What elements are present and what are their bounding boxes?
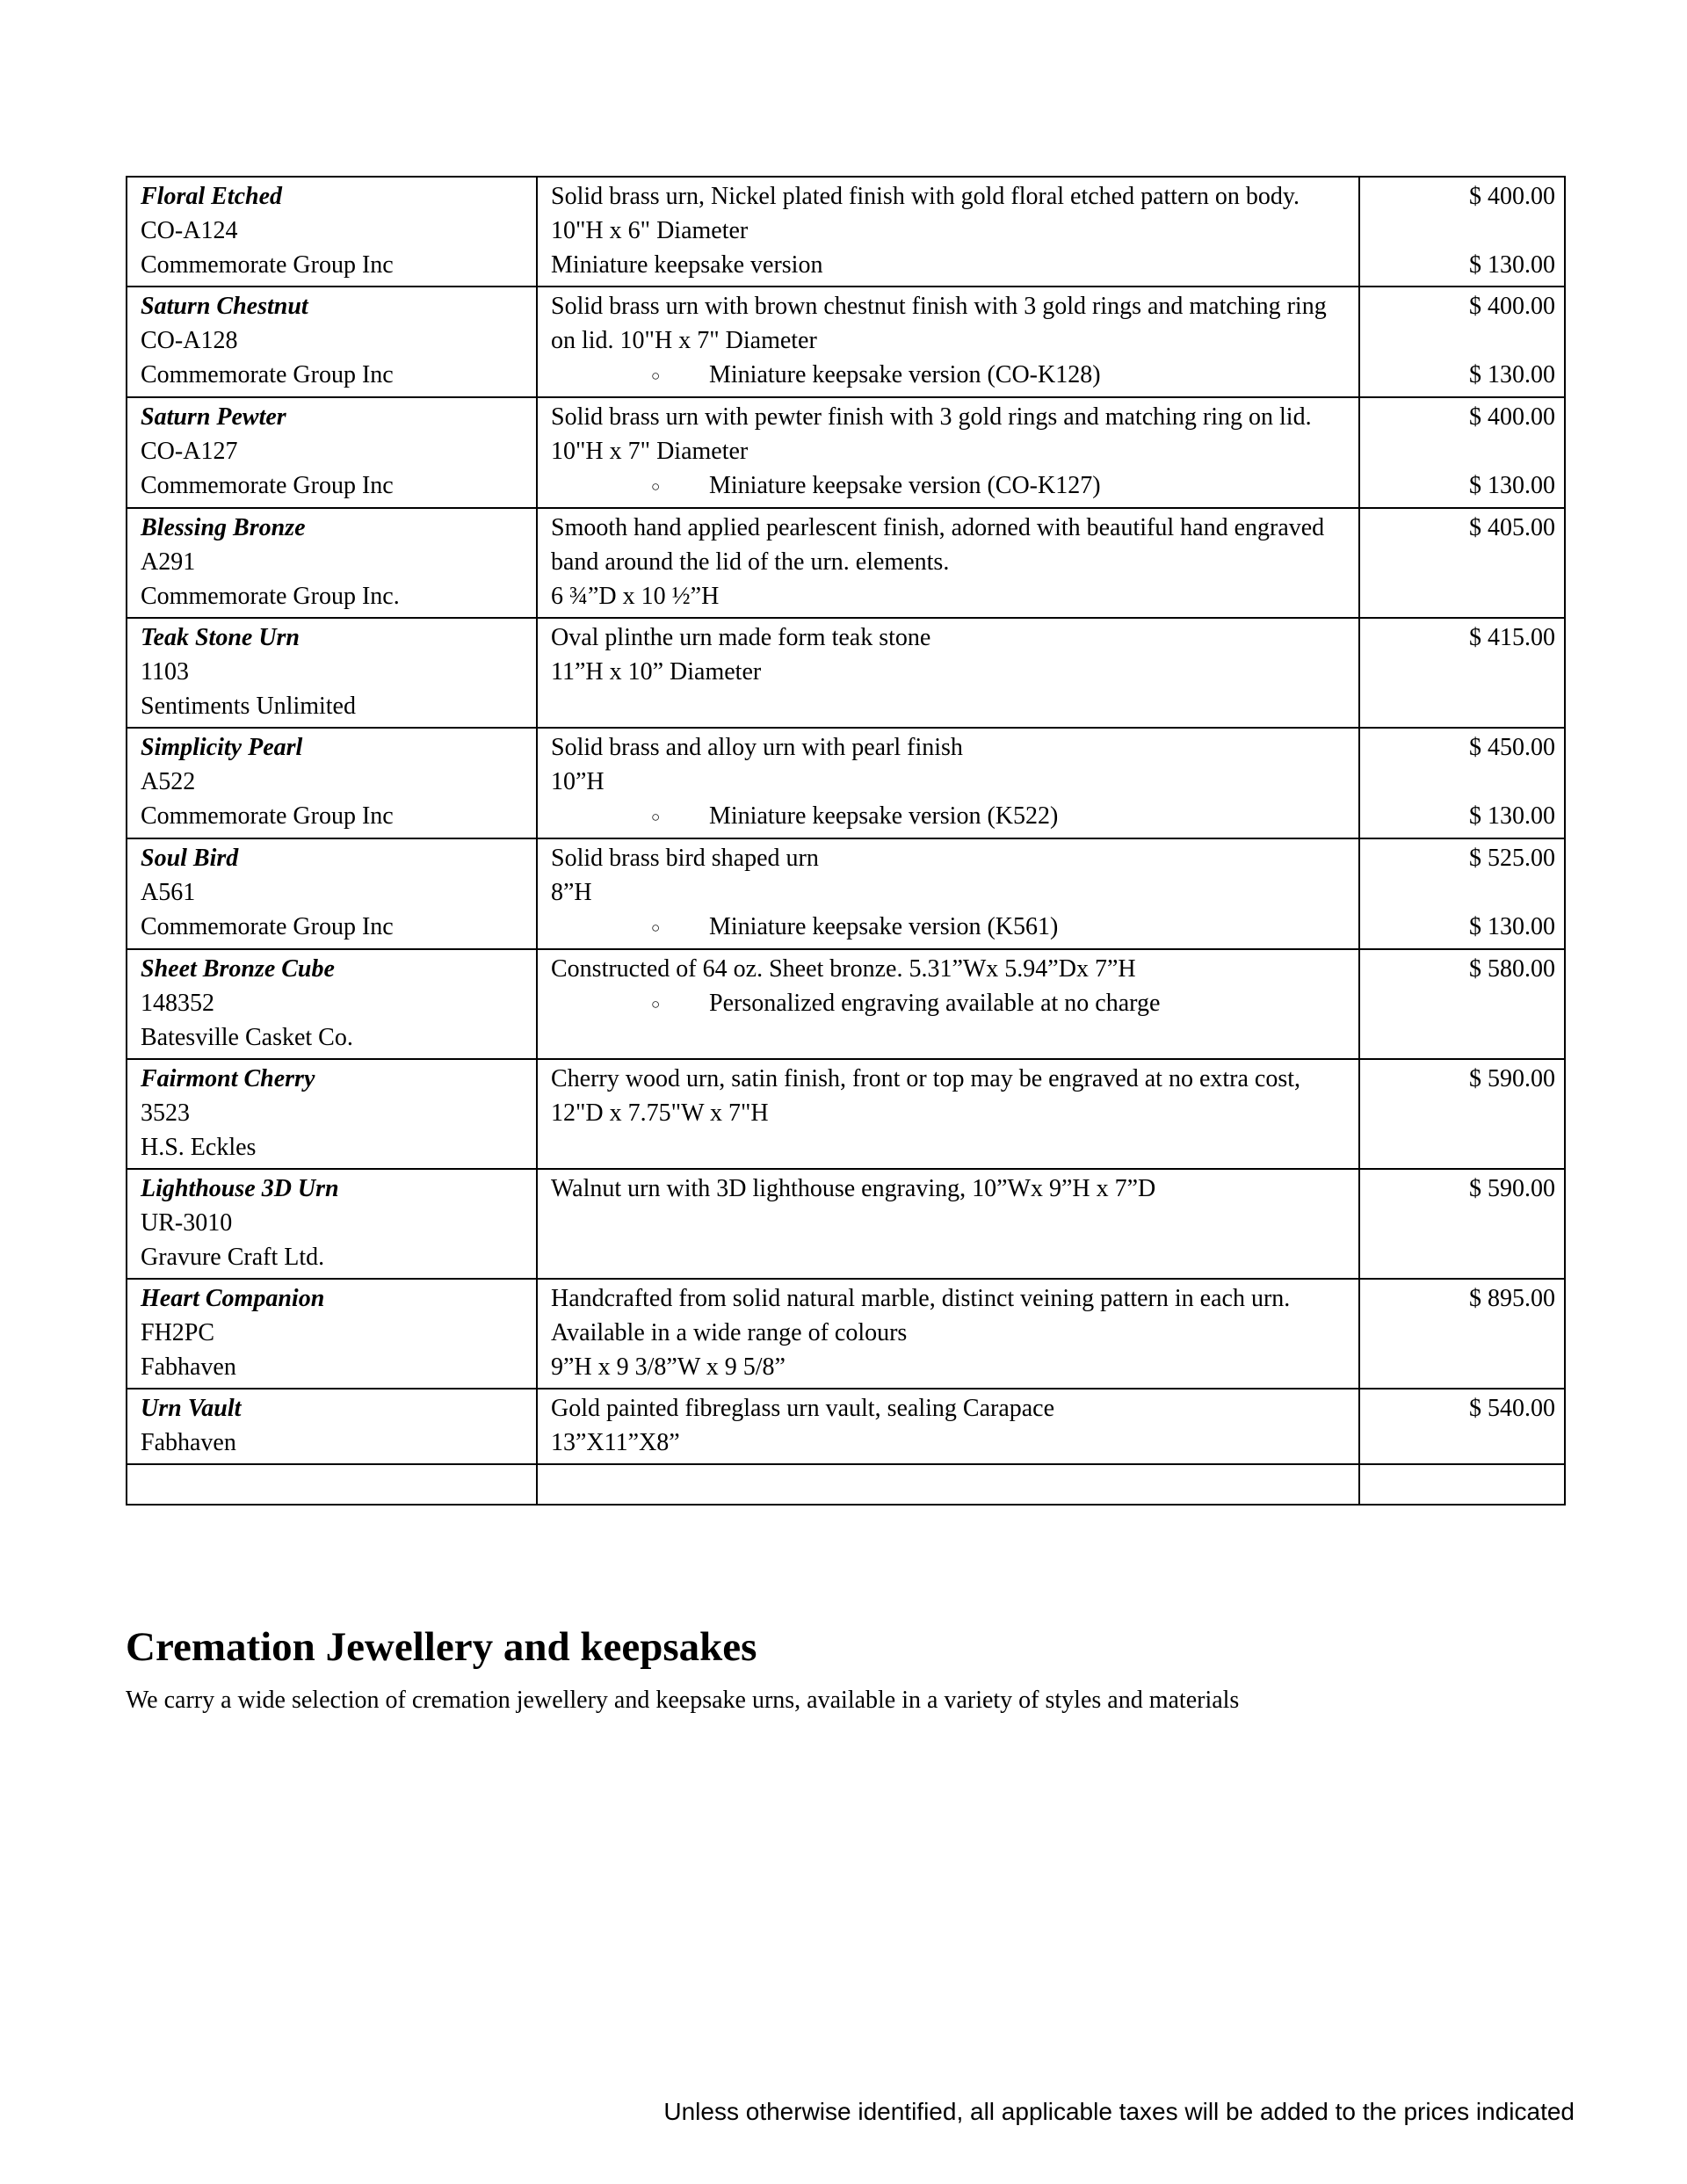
product-vendor: Batesville Casket Co. [141,1024,353,1051]
keepsake-bullet-line [551,799,1350,834]
description-line: Solid brass urn with brown chestnut finish with 3 gold rings and matching ring on lid. 10"H x 7" Diameter [551,293,1327,354]
price-value: $ 405.00 [1469,514,1555,541]
section-heading: Cremation Jewellery and keepsakes [126,1624,757,1670]
description-line: Constructed of 64 oz. Sheet bronze. 5.31”Wx 5.94”Dx 7”H [551,955,1136,983]
product-name: Floral Etched [141,183,283,210]
table-row [127,287,1565,397]
description-cell [537,949,1359,1059]
description-cell [537,1464,1359,1505]
urn-table-body [127,177,1565,1505]
product-cell [127,177,537,287]
price-cell [1359,728,1565,838]
table-row [127,1169,1565,1279]
description-line: Solid brass and alloy urn with pearl finish [551,734,963,761]
product-vendor: Fabhaven [141,1429,236,1456]
description-line: Smooth hand applied pearlescent finish, adorned with beautiful hand engraved band around the lid of the urn. elements. [551,514,1325,576]
description-cell [537,838,1359,949]
table-row [127,949,1565,1059]
price-value: $ 400.00 [1469,183,1555,210]
keepsake-text: Miniature keepsake version (K561) [709,913,1059,940]
description-line: Solid brass bird shaped urn [551,845,819,872]
product-code: 148352 [141,990,214,1017]
table-row [127,1059,1565,1169]
circle-bullet-icon: ○ [651,478,661,495]
circle-bullet-icon: ○ [651,996,661,1012]
price-cell [1359,1059,1565,1169]
product-vendor: Sentiments Unlimited [141,693,356,720]
description-line: Miniature keepsake version [551,251,823,279]
product-name: Sheet Bronze Cube [141,955,335,983]
product-vendor: Commemorate Group Inc [141,251,394,279]
product-vendor: Fabhaven [141,1353,236,1381]
price-value: $ 130.00 [1469,472,1555,499]
description-line: 9”H x 9 3/8”W x 9 5/8” [551,1353,786,1381]
price-cell [1359,1279,1565,1389]
description-line: Cherry wood urn, satin finish, front or top may be engraved at no extra cost, 12"D x 7.75"W x 7"H [551,1065,1301,1127]
price-cell [1359,287,1565,397]
price-value: $ 400.00 [1469,293,1555,320]
product-cell [127,397,537,508]
description-cell [537,618,1359,728]
product-cell [127,838,537,949]
product-vendor: H.S. Eckles [141,1134,257,1161]
description-cell [537,508,1359,618]
price-value: $ 590.00 [1469,1065,1555,1092]
product-name: Urn Vault [141,1395,242,1422]
product-code: A561 [141,879,196,906]
product-vendor: Commemorate Group Inc [141,802,394,830]
keepsake-text: Miniature keepsake version (CO-K127) [709,472,1101,499]
product-name: Heart Companion [141,1285,325,1312]
description-cell [537,728,1359,838]
keepsake-text: Miniature keepsake version (CO-K128) [709,361,1101,388]
price-cell [1359,618,1565,728]
description-line: 11”H x 10” Diameter [551,658,762,686]
footer-tax-note: Unless otherwise identified, all applicable taxes will be added to the prices indicated [663,2098,1575,2125]
keepsake-text: Miniature keepsake version (K522) [709,802,1059,830]
product-vendor: Commemorate Group Inc. [141,583,400,610]
keepsake-bullet-line [551,468,1350,504]
price-value: $ 580.00 [1469,955,1555,983]
table-row [127,728,1565,838]
product-code: 1103 [141,658,189,686]
price-value: $ 525.00 [1469,845,1555,872]
product-cell [127,1464,537,1505]
price-cell [1359,397,1565,508]
product-vendor: Gravure Craft Ltd. [141,1244,325,1271]
price-cell [1359,838,1565,949]
section-intro: We carry a wide selection of cremation jewellery and keepsake urns, available in a variety of styles and materials [126,1687,1240,1714]
table-row [127,1464,1565,1505]
product-name: Simplicity Pearl [141,734,303,761]
description-line: 10”H [551,768,605,795]
price-value: $ 540.00 [1469,1395,1555,1422]
price-value: $ 895.00 [1469,1285,1555,1312]
description-cell [537,397,1359,508]
description-cell [537,287,1359,397]
urn-price-table [126,176,1566,1506]
table-row [127,177,1565,287]
description-line: Walnut urn with 3D lighthouse engraving, 10”Wx 9”H x 7”D [551,1175,1156,1202]
product-name: Saturn Pewter [141,403,286,431]
product-cell [127,1169,537,1279]
description-cell [537,1169,1359,1279]
price-cell [1359,508,1565,618]
price-cell [1359,1464,1565,1505]
table-row [127,508,1565,618]
description-cell [537,1389,1359,1464]
table-row [127,838,1565,949]
keepsake-bullet-line [551,910,1350,945]
keepsake-bullet-line [551,358,1350,393]
price-cell [1359,1169,1565,1279]
price-value: $ 130.00 [1469,251,1555,279]
product-cell [127,618,537,728]
description-cell [537,177,1359,287]
product-name: Soul Bird [141,845,239,872]
product-name: Lighthouse 3D Urn [141,1175,339,1202]
circle-bullet-icon: ○ [651,367,661,384]
product-code: A522 [141,768,196,795]
product-code: CO-A124 [141,217,238,244]
product-cell [127,728,537,838]
product-cell [127,287,537,397]
product-name: Saturn Chestnut [141,293,308,320]
product-code: 3523 [141,1099,190,1127]
price-value: $ 590.00 [1469,1175,1555,1202]
price-value: $ 130.00 [1469,361,1555,388]
table-row [127,618,1565,728]
product-code: FH2PC [141,1319,215,1346]
circle-bullet-icon: ○ [651,809,661,825]
product-cell [127,1059,537,1169]
product-cell [127,508,537,618]
description-line: Solid brass urn with pewter finish with 3 gold rings and matching ring on lid. 10"H x 7" Diameter [551,403,1312,465]
table-row [127,1389,1565,1464]
product-code: A291 [141,548,196,576]
price-value: $ 130.00 [1469,802,1555,830]
product-cell [127,949,537,1059]
description-line: Solid brass urn, Nickel plated finish with gold floral etched pattern on body. 10"H x 6" Diameter [551,183,1300,244]
product-cell [127,1279,537,1389]
price-value: $ 400.00 [1469,403,1555,431]
description-line: Handcrafted from solid natural marble, distinct veining pattern in each urn. Available in a wide range of colours [551,1285,1291,1346]
product-cell [127,1389,537,1464]
product-vendor: Commemorate Group Inc [141,472,394,499]
product-vendor: Commemorate Group Inc [141,913,394,940]
price-cell [1359,177,1565,287]
price-value: $ 130.00 [1469,913,1555,940]
description-line: Gold painted fibreglass urn vault, sealing Carapace [551,1395,1055,1422]
table-row [127,397,1565,508]
price-value: $ 415.00 [1469,624,1555,651]
keepsake-text: Personalized engraving available at no charge [709,990,1161,1017]
product-code: CO-A127 [141,438,238,465]
price-cell [1359,1389,1565,1464]
description-line: 6 ¾”D x 10 ½”H [551,583,720,610]
description-cell [537,1059,1359,1169]
table-row [127,1279,1565,1389]
product-vendor: Commemorate Group Inc [141,361,394,388]
product-code: CO-A128 [141,327,238,354]
description-line: Oval plinthe urn made form teak stone [551,624,931,651]
description-cell [537,1279,1359,1389]
description-line: 13”X11”X8” [551,1429,680,1456]
price-value: $ 450.00 [1469,734,1555,761]
price-cell [1359,949,1565,1059]
product-name: Teak Stone Urn [141,624,300,651]
keepsake-bullet-line [551,986,1350,1021]
product-code: UR-3010 [141,1209,233,1237]
product-name: Fairmont Cherry [141,1065,315,1092]
description-line: 8”H [551,879,592,906]
circle-bullet-icon: ○ [651,919,661,936]
product-name: Blessing Bronze [141,514,306,541]
